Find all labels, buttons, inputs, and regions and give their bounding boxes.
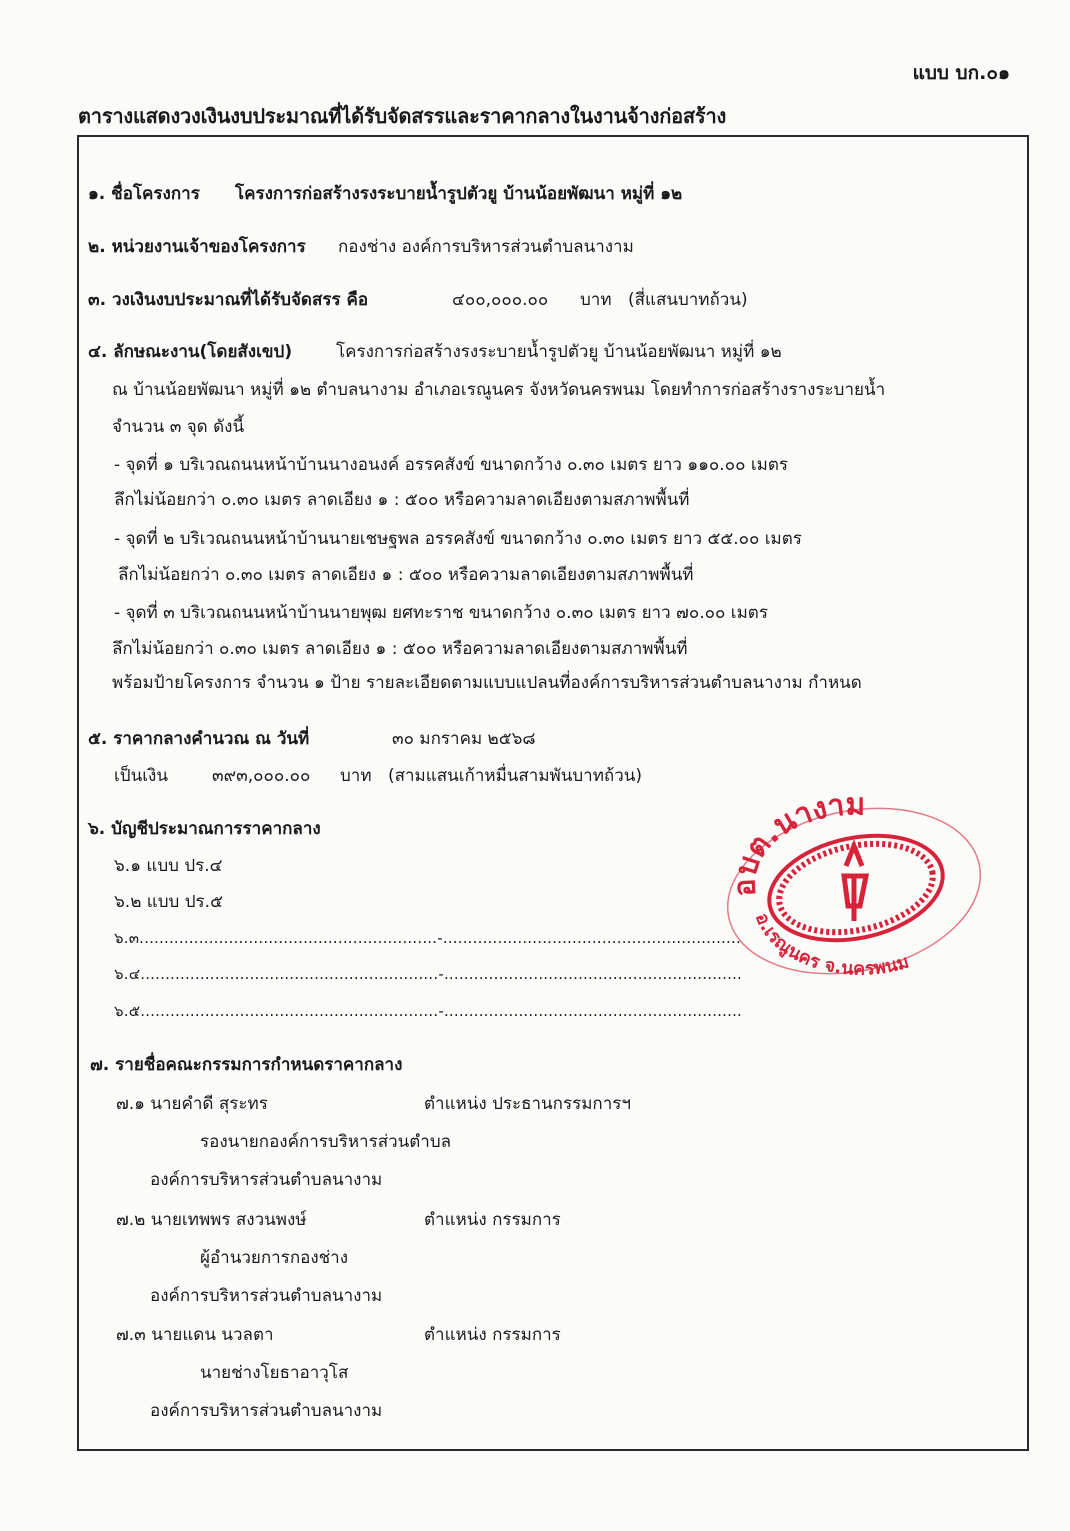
point-3-a: - จุดที่ ๓ บริเวณถนนหน้าบ้านนายพุฒ ยศทะราช ขนาดกว้าง ๐.๓๐ เมตร ยาว ๗๐.๐๐ เมตร bbox=[114, 603, 768, 623]
s6-item-3: ๖.๓............................................................-............................................................ bbox=[114, 929, 741, 947]
s7-label: ๗. รายชื่อคณะกรรมการกำหนดราคากลาง bbox=[90, 1055, 403, 1075]
s3-amount: ๔๐๐,๐๐๐.๐๐ bbox=[452, 290, 549, 310]
s4-value: โครงการก่อสร้างรงระบายน้ำรูปตัวยู บ้านน้อยพัฒนา หมู่ที่ ๑๒ bbox=[336, 342, 782, 362]
s4-line3: จำนวน ๓ จุด ดังนี้ bbox=[112, 417, 245, 437]
official-seal-stamp bbox=[716, 796, 986, 986]
member-2-name: ๗.๒ นายเทพพร สงวนพงษ์ bbox=[116, 1210, 307, 1230]
member-3-pos1: นายช่างโยธาอาวุโส bbox=[200, 1363, 349, 1383]
s5-words: (สามแสนเก้าหมื่นสามพันบาทถ้วน) bbox=[388, 766, 642, 786]
member-1-pos2: องค์การบริหารส่วนตำบลนางาม bbox=[150, 1170, 383, 1190]
point-2-a: - จุดที่ ๒ บริเวณถนนหน้าบ้านนายเชษฐพล อรรคสังข์ ขนาดกว้าง ๐.๓๐ เมตร ยาว ๕๕.๐๐ เมตร bbox=[114, 529, 802, 549]
s1-value: โครงการก่อสร้างรงระบายน้ำรูปตัวยู บ้านน้อยพัฒนา หมู่ที่ ๑๒ bbox=[235, 184, 683, 204]
stamp-bottom-text: อ.เรณูนคร จ.นครพนม bbox=[751, 910, 912, 980]
document-title: ตารางแสดงวงเงินงบประมาณที่ได้รับจัดสรรและราคากลางในงานจ้างก่อสร้าง bbox=[78, 104, 727, 128]
point-1-a: - จุดที่ ๑ บริเวณถนนหน้าบ้านนางอนงค์ อรรคสังข์ ขนาดกว้าง ๐.๓๐ เมตร ยาว ๑๑๐.๐๐ เมตร bbox=[114, 455, 789, 475]
point-2-b: ลึกไม่น้อยกว่า ๐.๓๐ เมตร ลาดเอียง ๑ : ๕๐๐ หรือความลาดเอียงตามสภาพพื้นที่ bbox=[118, 565, 694, 585]
s5-amount: ๓๙๓,๐๐๐.๐๐ bbox=[212, 766, 311, 786]
s6-item-5: ๖.๕............................................................-............................................................ bbox=[114, 1002, 743, 1020]
s1-label: ๑. ชื่อโครงการ bbox=[88, 184, 200, 204]
member-3-name: ๗.๓ นายแดน นวลตา bbox=[116, 1325, 274, 1345]
s6-label: ๖. บัญชีประมาณการราคากลาง bbox=[88, 819, 321, 839]
member-2-role: ตำแหน่ง กรรมการ bbox=[424, 1210, 561, 1230]
s5-unit: บาท bbox=[340, 766, 372, 786]
s6-item-2: ๖.๒ แบบ ปร.๕ bbox=[114, 892, 223, 912]
s3-unit: บาท bbox=[580, 290, 612, 310]
point-1-b: ลึกไม่น้อยกว่า ๐.๓๐ เมตร ลาดเอียง ๑ : ๕๐๐ หรือความลาดเอียงตามสภาพพื้นที่ bbox=[114, 490, 690, 510]
s3-words: (สี่แสนบาทถ้วน) bbox=[628, 290, 748, 310]
member-2-pos1: ผู้อำนวยการกองช่าง bbox=[200, 1248, 349, 1268]
s5-label: ๕. ราคากลางคำนวณ ณ วันที่ bbox=[88, 729, 310, 749]
s4-line2: ณ บ้านน้อยพัฒนา หมู่ที่ ๑๒ ตำบลนางาม อำเภอเรณูนคร จังหวัดนครพนม โดยทำการก่อสร้างรางระบายน้ำ bbox=[112, 380, 886, 400]
member-3-role: ตำแหน่ง กรรมการ bbox=[424, 1325, 561, 1345]
s4-closing: พร้อมป้ายโครงการ จำนวน ๑ ป้าย รายละเอียดตามแบบแปลนที่องค์การบริหารส่วนตำบลนางาม กำหนด bbox=[112, 673, 862, 693]
s2-label: ๒. หน่วยงานเจ้าของโครงการ bbox=[88, 237, 306, 257]
member-1-name: ๗.๑ นายคำดี สุระทร bbox=[116, 1094, 268, 1114]
stamp-emblem-icon bbox=[844, 846, 866, 921]
s6-item-1: ๖.๑ แบบ ปร.๔ bbox=[114, 856, 223, 876]
s6-item-4: ๖.๔............................................................-............................................................ bbox=[114, 965, 743, 983]
member-2-pos2: องค์การบริหารส่วนตำบลนางาม bbox=[150, 1286, 383, 1306]
s5-prefix: เป็นเงิน bbox=[114, 766, 168, 786]
member-3-pos2: องค์การบริหารส่วนตำบลนางาม bbox=[150, 1401, 383, 1421]
member-1-pos1: รองนายกองค์การบริหารส่วนตำบล bbox=[200, 1132, 452, 1152]
s5-date: ๓๐ มกราคม ๒๕๖๘ bbox=[392, 729, 536, 749]
form-code: แบบ บก.๐๑ bbox=[912, 62, 1010, 84]
point-3-b: ลึกไม่น้อยกว่า ๐.๓๐ เมตร ลาดเอียง ๑ : ๕๐๐ หรือความลาดเอียงตามสภาพพื้นที่ bbox=[112, 639, 688, 659]
member-1-role: ตำแหน่ง ประธานกรรมการฯ bbox=[424, 1094, 631, 1114]
s3-label: ๓. วงเงินงบประมาณที่ได้รับจัดสรร คือ bbox=[88, 290, 369, 310]
stamp-top-text: อบต.นางาม bbox=[727, 796, 866, 898]
s2-value: กองช่าง องค์การบริหารส่วนตำบลนางาม bbox=[338, 237, 634, 257]
s4-label: ๔. ลักษณะงาน(โดยสังเขป) bbox=[88, 342, 293, 362]
